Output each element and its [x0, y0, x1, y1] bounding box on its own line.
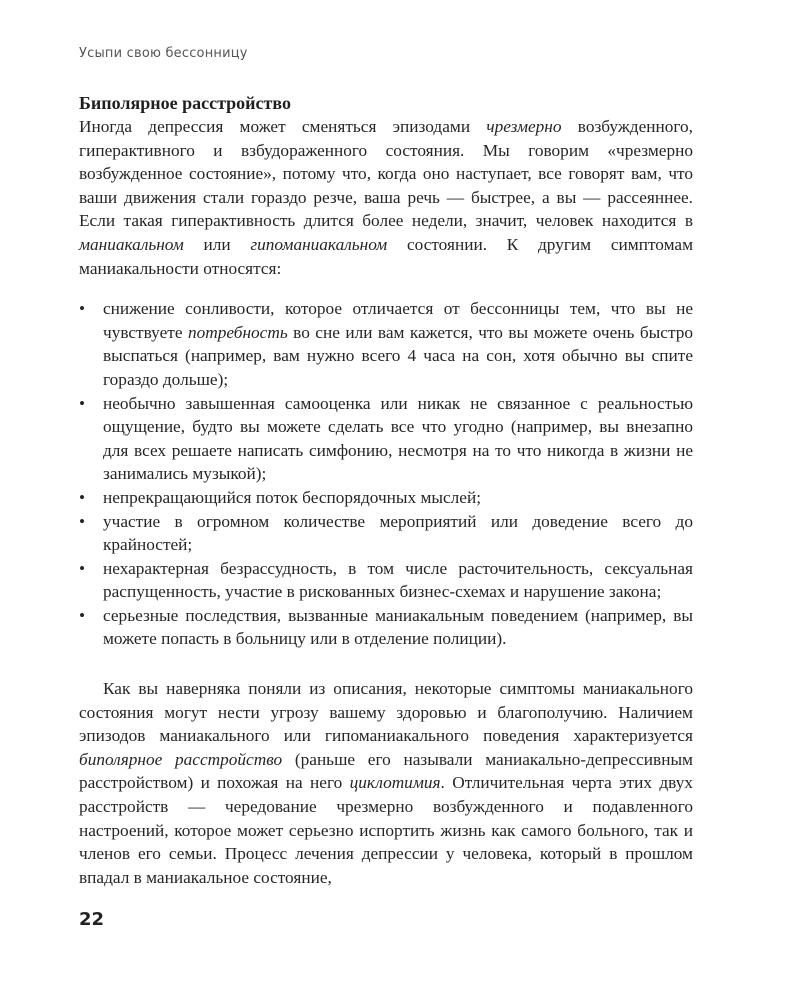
- intro-text-1: Иногда депрессия может сменяться эпизодами: [79, 117, 487, 136]
- intro-text-2: возбужденного, гиперактивного и взбудораженного состояния. Мы говорим «чрезмерно возбужденное состояние», потому что, когда оно наступает, все говорят вам, что ваши движения стали гораздо резче, ваша речь — быстрее, а вы — рассеяннее. Если такая гиперактивность длится более недели, значит, человек находится в: [79, 117, 693, 231]
- emphasis-bipolar-disorder: биполярное расстройство: [79, 749, 283, 769]
- list-item: [79, 392, 693, 486]
- list-item-text: необычно завышенная самооценка или никак не связанное с реальностью ощущение, будто вы можете сделать все что угодно (например, вы внезапно для всех решаете написать симфонию, несмотря на то что никогда в жизни не занимались музыкой);: [103, 393, 693, 484]
- emphasis-hypomanic: гипоманиакальном: [250, 234, 388, 254]
- intro-text-3: состоянии. К другим симптомам маниакальности относятся:: [79, 234, 694, 278]
- list-item-text: серьезные последствия, вызванные маниакальным поведением (например, вы можете попасть в больницу или в отделение полиции).: [103, 605, 693, 649]
- paragraph-spacer: [79, 651, 693, 677]
- list-item: [79, 510, 693, 557]
- list-item-text: во сне или вам кажется, что вы можете очень быстро выспаться (например, вам нужно всего 4 часа на сон, хотя обычно вы спите гораздо дольше);: [103, 322, 693, 389]
- bullet-icon: •: [79, 605, 86, 625]
- symptom-list: [79, 297, 693, 651]
- closing-paragraph: [79, 677, 693, 889]
- list-item-text: нехарактерная безрассудность, в том числе расточительность, сексуальная распущенность, участие в рискованных бизнес-схемах и нарушение закона;: [103, 558, 693, 602]
- list-item-text: снижение сонливости, которое отличается от бессонницы тем, что вы не чувствуете: [103, 299, 693, 342]
- page-content: [79, 91, 693, 889]
- list-item: [79, 486, 693, 510]
- emphasis-manic: маниакальном: [79, 234, 184, 254]
- closing-text-2: (раньше его называли маниакально-депрессивным расстройством) и похожая на него: [79, 749, 693, 793]
- list-item: [79, 604, 693, 651]
- emphasis-cyclothymia: циклотимия: [349, 773, 441, 793]
- section-title: Биполярное расстройство: [79, 93, 291, 113]
- closing-text-3: . Отличительная черта этих двух расстройств — чередование чрезмерно возбужденного и подавленного настроений, которое может серьезно испортить жизнь как самого больного, так и членов его семьи. Процесс лечения депрессии у человека, который в прошлом впадал в маниакальное состояние,: [79, 773, 694, 887]
- bullet-icon: •: [79, 299, 86, 319]
- bullet-icon: •: [79, 511, 86, 531]
- intro-paragraph: [79, 115, 693, 280]
- list-item: [79, 297, 693, 391]
- list-item: [79, 557, 693, 604]
- page-number: 22: [79, 909, 105, 930]
- emphasis-need: потребность: [187, 322, 288, 342]
- bullet-icon: •: [79, 393, 86, 413]
- bullet-icon: •: [79, 487, 86, 507]
- list-item-text: участие в огромном количестве мероприятий или доведение всего до крайностей;: [103, 511, 693, 555]
- running-head: Усыпи свою бессонницу: [79, 46, 248, 61]
- bullet-icon: •: [79, 558, 86, 578]
- emphasis-excessively: чрезмерно: [486, 117, 562, 136]
- intro-text-or: или: [183, 234, 251, 254]
- closing-text-1: Как вы наверняка поняли из описания, некоторые симптомы маниакального состояния могут нести угрозу вашему здоровью и благополучию. Наличием эпизодов маниакального или гипоманиакального поведения характеризуется: [79, 679, 693, 746]
- list-item-text: непрекращающийся поток беспорядочных мыслей;: [103, 487, 482, 507]
